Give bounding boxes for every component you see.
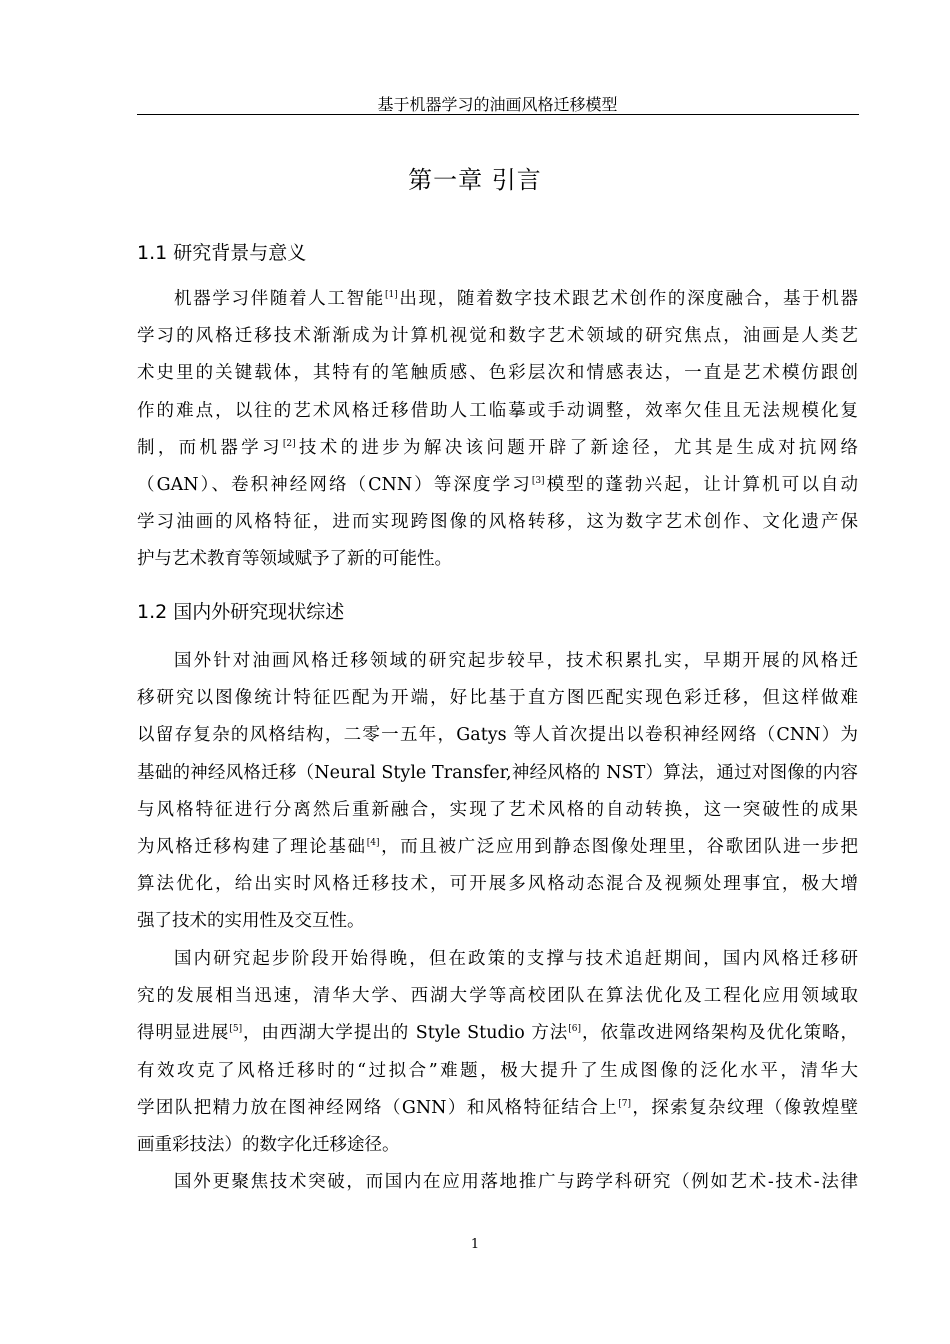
- chapter-title: 第一章 引言: [408, 166, 542, 194]
- text-line: [137, 393, 858, 430]
- paragraph: [137, 1164, 858, 1201]
- text-line: [137, 680, 858, 717]
- text-run: 有效攻克了风格迁移时的“过拟合”难题，极大提升了生成图像的泛化水平，清华大: [137, 1060, 858, 1081]
- text-run: 与风格特征进行分离然后重新融合，实现了艺术风格的自动转换，这一突破性的成果: [137, 799, 858, 820]
- text-line: [137, 903, 858, 940]
- text-run: 模型的蓬勃兴起，让计算机可以自动: [544, 474, 858, 495]
- text-line: [137, 1015, 858, 1052]
- text-run: 画重彩技法）的数字化迁移途径。: [137, 1134, 400, 1155]
- citation-superscript: [2]: [282, 438, 296, 449]
- citation-superscript: [6]: [568, 1024, 582, 1035]
- text-run: ，探索复杂纹理（像敦煌壁: [630, 1097, 858, 1118]
- header-rule: [137, 114, 859, 115]
- text-run: 移研究以图像统计特征匹配为开端，好比基于直方图匹配实现色彩迁移，但这样做难: [137, 688, 858, 709]
- text-run: 基础的神经风格迁移（Neural Style Transfer,神经风格的 NST）算法，通过对图像的内容: [137, 762, 858, 783]
- text-line: [137, 430, 858, 467]
- text-line: [137, 829, 858, 866]
- text-run: 为风格迁移构建了理论基础: [137, 836, 367, 857]
- text-run: 学习的风格迁移技术渐渐成为计算机视觉和数字艺术领域的研究焦点，油画是人类艺: [137, 326, 858, 347]
- text-run: 国内研究起步阶段开始得晚，但在政策的支撑与技术追赶期间，国内风格迁移研: [174, 949, 858, 969]
- text-run: 制，而机器学习: [137, 437, 283, 458]
- citation-superscript: [5]: [229, 1024, 243, 1035]
- citation-superscript: [1]: [384, 290, 398, 300]
- citation-superscript: [7]: [618, 1098, 631, 1109]
- text-line: [137, 541, 858, 578]
- text-run: 究的发展相当迅速，清华大学、西湖大学等高校团队在算法优化及工程化应用领域取: [137, 986, 858, 1007]
- text-line: [137, 504, 858, 541]
- text-run: （GAN）、卷积神经网络（CNN）等深度学习: [137, 474, 532, 495]
- text-line: [137, 978, 858, 1015]
- text-run: 强了技术的实用性及交互性。: [137, 911, 365, 932]
- text-line: [137, 717, 858, 754]
- text-run: 国外针对油画风格迁移领域的研究起步较早，技术积累扎实，早期开展的风格迁: [174, 651, 858, 671]
- text-line: [137, 941, 858, 978]
- text-line: [137, 755, 858, 792]
- text-line: [137, 866, 858, 903]
- paragraph: [137, 941, 858, 1164]
- text-line: [137, 1090, 858, 1127]
- text-line: [137, 1127, 858, 1164]
- text-run: 以留存复杂的风格结构，二零一五年，Gatys 等人首次提出以卷积神经网络（CNN）为: [137, 725, 858, 746]
- running-header: 基于机器学习的油画风格迁移模型: [377, 95, 618, 114]
- text-run: 术史里的关键载体，其特有的笔触质感、色彩层次和情感表达，一直是艺术模仿跟创: [137, 363, 858, 384]
- text-run: 学团队把精力放在图神经网络（GNN）和风格特征结合上: [137, 1097, 619, 1118]
- text-line: [137, 643, 858, 680]
- text-line: [137, 355, 858, 392]
- page-number: 1: [470, 1237, 480, 1252]
- text-line: [137, 467, 858, 504]
- text-run: 作的难点，以往的艺术风格迁移借助人工临摹或手动调整，效率欠佳且无法规模化复: [137, 400, 858, 421]
- text-run: 机器学习伴随着人工智能: [174, 289, 385, 309]
- text-line: [137, 318, 858, 355]
- text-run: 出现，随着数字技术跟艺术创作的深度融合，基于机器: [397, 289, 859, 309]
- text-line: [137, 792, 858, 829]
- text-run: 算法优化，给出实时风格迁移技术，可开展多风格动态混合及视频处理事宜，极大增: [137, 874, 858, 895]
- paragraph: [137, 281, 858, 579]
- text-run: 护与艺术教育等领域赋予了新的可能性。: [137, 549, 452, 570]
- text-run: ，由西湖大学提出的 Style Studio 方法: [242, 1023, 569, 1044]
- citation-superscript: [3]: [531, 475, 545, 486]
- text-line: [137, 1053, 858, 1090]
- text-run: 技术的进步为解决该问题开辟了新途径，尤其是生成对抗网络: [295, 437, 859, 458]
- citation-superscript: [4]: [366, 837, 380, 848]
- text-run: 学习油画的风格特征，进而实现跨图像的风格转移，这为数字艺术创作、文化遗产保: [137, 512, 858, 533]
- text-line: [137, 1164, 858, 1201]
- text-run: ，而且被广泛应用到静态图像处理里，谷歌团队进一步把: [379, 836, 858, 857]
- text-line: [137, 281, 858, 318]
- text-run: ，依靠改进网络架构及优化策略，: [581, 1023, 859, 1044]
- paragraph: [137, 643, 858, 941]
- text-run: 国外更聚焦技术突破，而国内在应用落地推广与跨学科研究（例如艺术-技术-法律: [174, 1172, 858, 1192]
- section-heading-1-2: 1.2 国内外研究现状综述: [137, 601, 345, 623]
- section-heading-1-1: 1.1 研究背景与意义: [137, 242, 307, 264]
- text-run: 得明显进展: [137, 1023, 230, 1044]
